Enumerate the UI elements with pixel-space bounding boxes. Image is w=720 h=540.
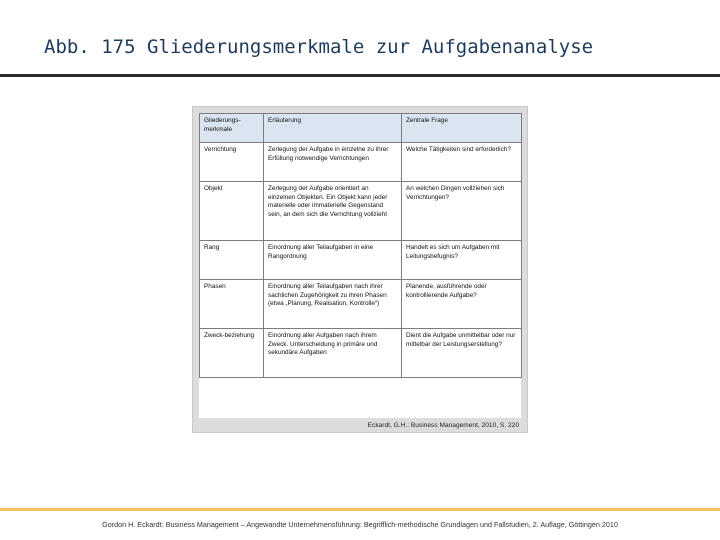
table-cell: Einordnung aller Aufgaben nach ihrem Zweck. Unterscheidung in primäre und sekundäre Aufgaben — [264, 329, 402, 378]
table-cell: Welche Tätigkeiten sind erforderlich? — [402, 143, 522, 182]
header-cell-explanation: Erläuterung — [264, 114, 402, 143]
table-cell: Verrichtung — [200, 143, 264, 182]
table-cell: Objekt — [200, 182, 264, 241]
slide-title: Abb. 175 Gliederungsmerkmale zur Aufgabenanalyse — [44, 36, 594, 58]
table-row — [200, 182, 522, 241]
table-cell: Dient die Aufgabe unmittelbar oder nur mittelbar der Leistungserstellung? — [402, 329, 522, 378]
table-row — [200, 143, 522, 182]
table-row — [200, 329, 522, 378]
table-cell: Einordnung aller Teilaufgaben in eine Rangordnung — [264, 241, 402, 280]
analysis-table — [199, 113, 522, 378]
table-cell: Handelt es sich um Aufgaben mit Leitungsbefugnis? — [402, 241, 522, 280]
header-cell-question: Zentrale Frage — [402, 114, 522, 143]
table-cell: Zerlegung der Aufgabe orientiert an einzelnen Objekten. Ein Objekt kann jeder materielle oder immaterielle Gegenstand sein, an dem sich die Verrichtung vollzieht — [264, 182, 402, 241]
footer-citation: Gordon H. Eckardt: Business Management – Angewandte Unternehmensführung: Begrifflich-methodische Grundlagen und Fallstudien, 2. Auflage, Göttingen 2010 — [102, 520, 618, 529]
table-cell: An welchen Dingen vollziehen sich Verrichtungen? — [402, 182, 522, 241]
table-cell: Rang — [200, 241, 264, 280]
table-source: Eckardt, G.H.: Business Management, 2010, S. 220 — [367, 422, 519, 429]
table-container — [199, 113, 521, 418]
table-cell: Einordnung aller Teilaufgaben nach ihrer sachlichen Zugehörigkeit zu ihren Phasen (etwa „Planung, Realisation, Kontrolle“) — [264, 280, 402, 329]
table-cell: Planende, ausführende oder kontrollierende Aufgabe? — [402, 280, 522, 329]
title-divider — [0, 74, 720, 77]
header-cell-feature: Gliederungs-merkmale — [200, 114, 264, 143]
table-row — [200, 241, 522, 280]
table-figure — [192, 106, 528, 433]
table-row — [200, 280, 522, 329]
table-cell: Zerlegung der Aufgabe in einzelne zu ihrer Erfüllung notwendige Verrichtungen — [264, 143, 402, 182]
table-header-row — [200, 114, 522, 143]
footer-divider — [0, 508, 720, 511]
table-cell: Phasen — [200, 280, 264, 329]
table-cell: Zweck-beziehung — [200, 329, 264, 378]
